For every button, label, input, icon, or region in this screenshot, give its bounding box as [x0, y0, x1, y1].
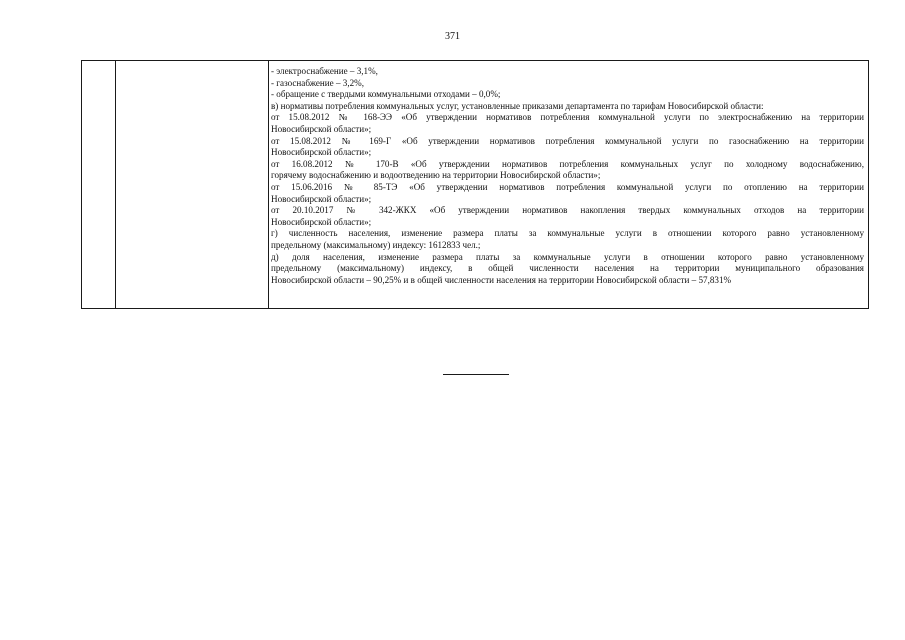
text-line: Новосибирской области»; — [271, 193, 372, 204]
text-line: предельному (максимальному) индексу, в общей численности населения на территории муниципального образования — [271, 263, 864, 274]
table-cell-text — [269, 61, 868, 308]
text-line: в) нормативы потребления коммунальных услуг, установленные приказами департамента по тарифам Новосибирской области: — [271, 100, 764, 111]
text-line: Новосибирской области»; — [271, 147, 372, 158]
text-line: горячему водоснабжению и водоотведению на территории Новосибирской области»; — [271, 170, 601, 181]
text-line: Новосибирской области»; — [271, 123, 372, 134]
text-line: от 15.06.2016 № 85-ТЭ «Об утверждении нормативов потребления коммунальной услуги по отоплению на территории — [271, 181, 864, 192]
text-line: - электроснабжение – 3,1%, — [271, 66, 378, 76]
table-cell-empty-1 — [82, 61, 116, 308]
text-line: от 15.08.2012 № 168-ЭЭ «Об утверждении нормативов потребления коммунальной услуги по электроснабжению на территории — [271, 112, 864, 123]
text-line: Новосибирской области»; — [271, 216, 372, 227]
text-line: предельному (максимальному) индексу: 1612833 чел.; — [271, 239, 481, 250]
text-line: от 16.08.2012 № 170-В «Об утверждении нормативов потребления коммунальных услуг по холодному водоснабжению, — [271, 158, 864, 169]
text-line: Новосибирской области – 90,25% и в общей численности населения на территории Новосибирской области – 57,831% — [271, 274, 732, 285]
text-line: от 20.10.2017 № 342-ЖКХ «Об утверждении нормативов накопления твердых коммунальных отходов на территории — [271, 205, 864, 216]
text-line: - газоснабжение – 3,2%, — [271, 77, 364, 88]
text-line: от 15.08.2012 № 169-Г «Об утверждении нормативов потребления коммунальной услуги по газоснабжению на территории — [271, 135, 864, 146]
end-divider — [443, 374, 509, 375]
page-number: 371 — [445, 31, 460, 42]
text-line: г) численность населения, изменение размера платы за коммунальные услуги в отношении которого равно установленному — [271, 228, 864, 239]
document-table — [81, 60, 869, 309]
text-line: - обращение с твердыми коммунальными отходами – 0,0%; — [271, 89, 501, 100]
table-cell-empty-2 — [116, 61, 269, 308]
text-line: д) доля населения, изменение размера платы за коммунальные услуги в отношении которого равно установленному — [271, 251, 864, 262]
